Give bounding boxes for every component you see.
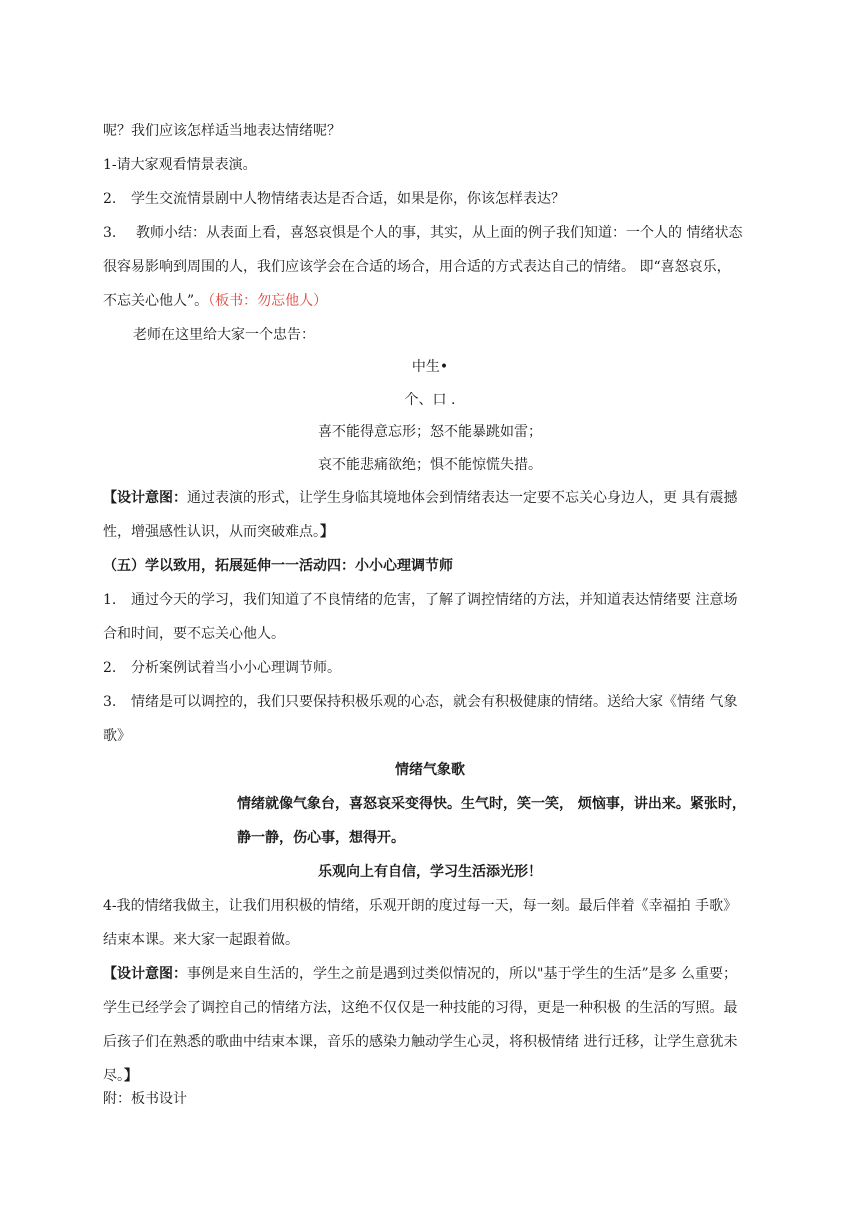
list-text: 教师小结：从表面上看，喜怒哀惧是个人的事，其实，从上面的例子我们知道：一个人的 情绪状态 [136, 225, 743, 241]
bracket: 】 [320, 524, 334, 540]
section-heading: （五）学以致用，拓展延伸一一活动四：小小心理调节师 [103, 558, 453, 574]
text-line: 1-请大家观看情景表演。 [103, 157, 257, 173]
list-number: 2. [103, 191, 117, 207]
list-item [103, 590, 737, 610]
text-span: 尽。 [103, 1068, 124, 1084]
design-intent-label: 【设计意图： [103, 966, 187, 982]
text-line [103, 522, 334, 542]
list-item [103, 223, 760, 243]
list-item [103, 658, 341, 678]
list-item [103, 189, 565, 209]
design-intent [103, 488, 737, 508]
text-line: 后孩子们在熟悉的歌曲中结束本课，音乐的感染力触动学生心灵，将积极情绪 进行迁移，让学生意犹未 [103, 1034, 738, 1050]
design-intent-label: 【设计意图： [103, 490, 187, 506]
text-line [103, 291, 327, 311]
text-line: 很容易影响到周围的人，我们应该学会在合适的场合，用合适的方式表达自己的情绪。 即“喜怒哀乐， [103, 259, 731, 275]
advice-line: 喜不能得意忘形；怒不能暴跳如雷； [318, 424, 542, 440]
list-number: 2. [103, 660, 117, 676]
text-line: 学生已经学会了调控自己的情绪方法，这绝不仅仅是一种技能的习得，更是一种积极 的生活的写照。最 [103, 1000, 738, 1016]
list-text: 学生交流情景剧中人物情绪表达是否合适，如果是你，你该怎样表达？ [131, 191, 565, 207]
text-span: 性，增强感性认识，从而突破难点。 [103, 524, 320, 540]
text-line: 呢？我们应该怎样适当地表达情绪呢？ [103, 123, 341, 139]
list-number: 3. [103, 225, 117, 241]
list-number: 3. [103, 694, 117, 710]
advice-line: 中生• [411, 359, 449, 375]
poem-line: 乐观向上有自信，学习生活添光形！ [318, 864, 542, 880]
board-note: （板书：勿忘他人） [208, 293, 328, 309]
text-line [103, 1066, 138, 1086]
text-line: 合和时间，要不忘关心他人。 [103, 626, 285, 642]
text-line: 附：板书设计 [103, 1091, 187, 1107]
text-line: 歌》 [103, 728, 131, 744]
text-line: 老师在这里给大家一个忠告： [133, 327, 315, 343]
bracket: 】 [124, 1068, 138, 1084]
list-text: 分析案例试着当小小心理调节师。 [131, 660, 341, 676]
text-span: 事例是来自生活的，学生之前是遇到过类似情况的，所以"基于学生的生活”是多 么重要； [187, 966, 738, 982]
text-line: 结束本课。来大家一起跟着做。 [103, 932, 299, 948]
design-intent [103, 964, 737, 984]
advice-line: 哀不能悲痛欲绝；惧不能惊慌失措。 [318, 457, 542, 473]
text-span: 不忘关心他人”。 [103, 293, 209, 309]
list-item [103, 692, 737, 712]
poem-line: 静一静，伤心事，想得开。 [237, 830, 405, 846]
poem-line: 情绪就像气象台，喜怒哀采变得快。生气时，笑一笑， 烦恼事，讲出来。紧张时， [237, 796, 746, 812]
list-number: 1. [103, 592, 117, 608]
poem-title: 情绪气象歌 [395, 762, 465, 778]
text-line: 4-我的情绪我做主，让我们用积极的情绪，乐观开朗的度过每一天，每一刻。最后伴着《幸福拍 手歌》 [103, 898, 738, 914]
text-span: 通过表演的形式，让学生身临其境地体会到情绪表达一定要不忘关心身边人，更 具有震撼 [187, 490, 738, 506]
advice-line: 个、口 . [404, 392, 456, 408]
list-text: 情绪是可以调控的，我们只要保持积极乐观的心态，就会有积极健康的情绪。送给大家《情绪 气象 [131, 694, 738, 710]
list-text: 通过今天的学习，我们知道了不良情绪的危害，了解了调控情绪的方法，并知道表达情绪要 注意场 [131, 592, 738, 608]
